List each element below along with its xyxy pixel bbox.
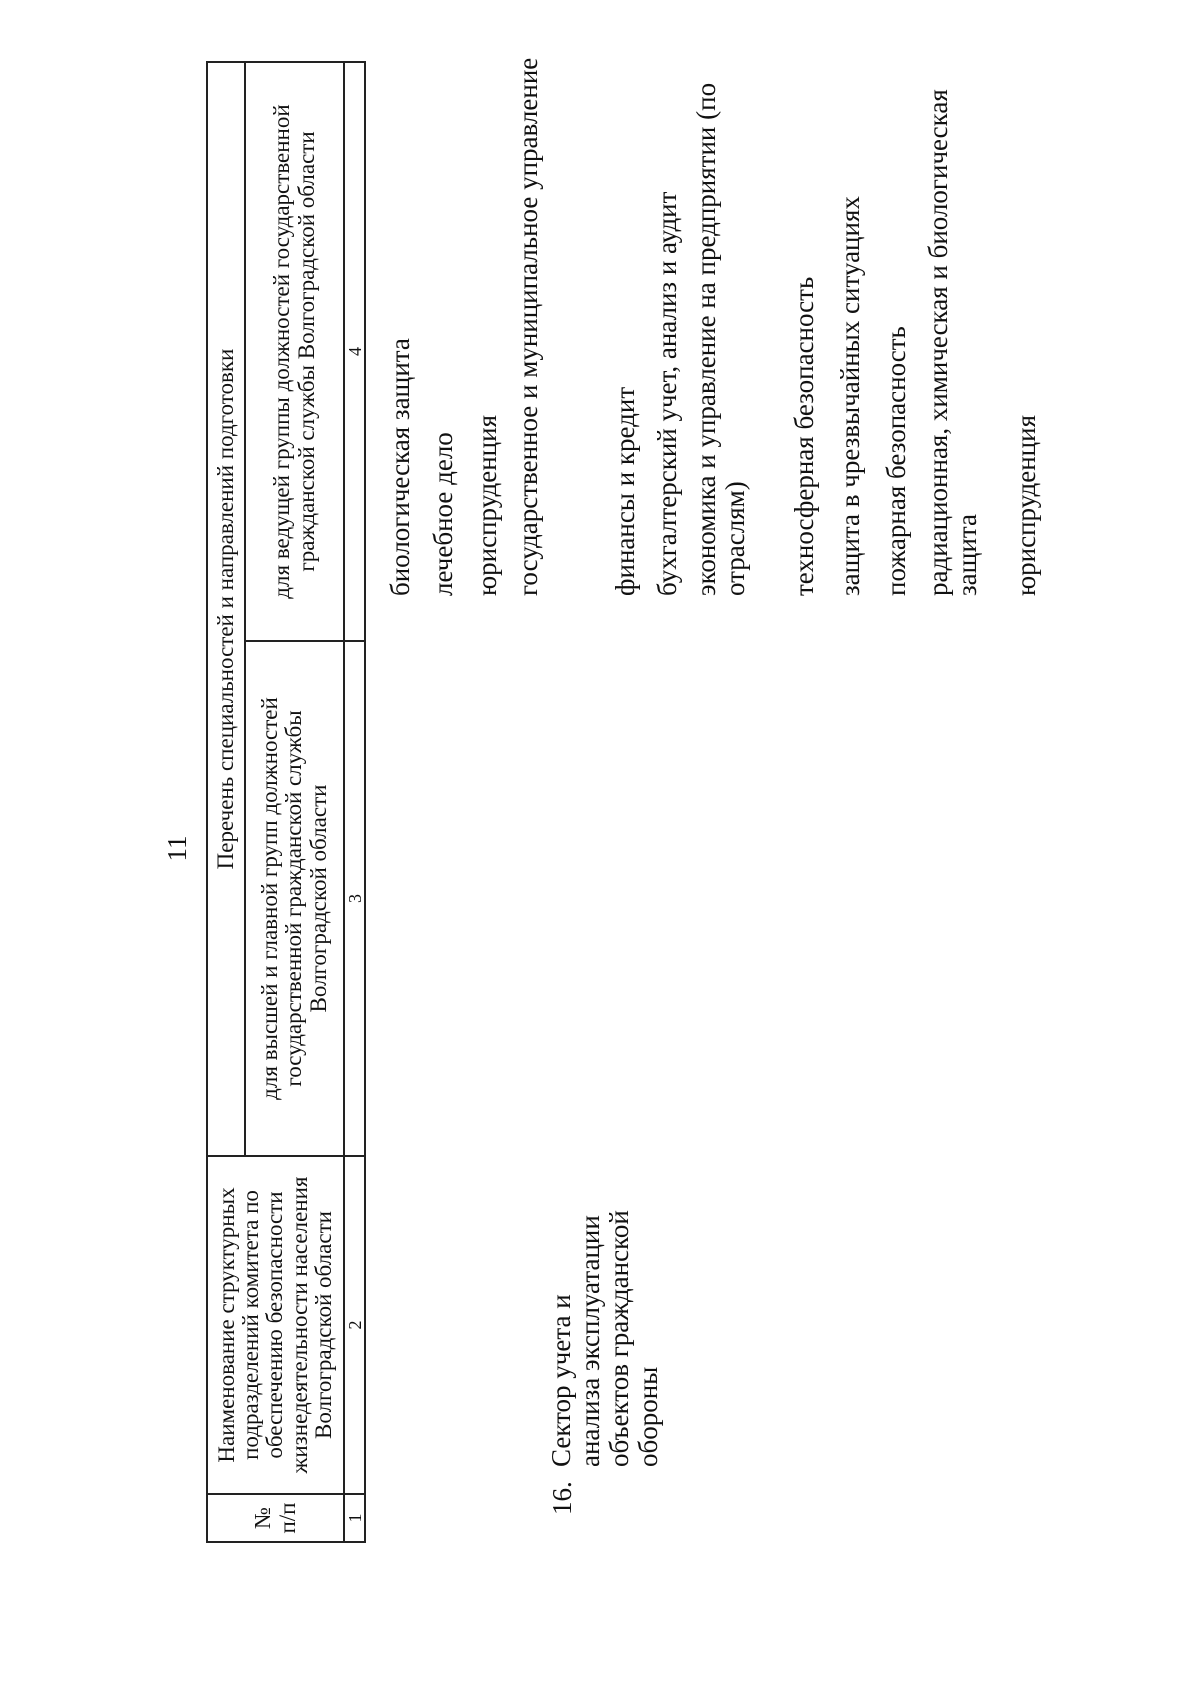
specialty-item: юриспруденция [472,415,502,596]
specialty-item: финансы и кредит [610,386,640,596]
specialty-item: пожарная безопасность [881,326,911,596]
specialty-item: государственное и муниципальное управление [513,57,543,596]
header-group-specialties: Перечень специальностей и направлений подготовки [207,62,245,1156]
header-col-senior: для высшей и главной групп должностей государственной гражданской службы Волгоградской области [245,641,344,1156]
specialty-item: юриспруденция [1011,415,1041,596]
header-col-number: № п/п [207,1494,344,1542]
specialty-item: радиационная, химическая и биологическая защита [923,89,983,596]
column-number-1: 1 [344,1494,365,1542]
column-number-4: 4 [344,62,365,641]
header-col-leading: для ведущей группы должностей государственной гражданской службы Волгоградской области [245,62,344,641]
specialty-item: бухгалтерский учет, анализ и аудит [652,191,682,596]
specialty-item: лечебное дело [428,432,458,596]
header-col-name: Наименование структурных подразделений комитета по обеспечению безопасности жизнедеятельности населения Волгоградской области [207,1156,344,1494]
page-number: 11 [162,835,192,862]
entry-name: Сектор учета и анализа эксплуатации объектов гражданской обороны [546,1210,664,1467]
entry-number: 16. [547,1481,577,1515]
specialty-item: экономика и управление на предприятии (по отраслям) [691,82,751,596]
specialty-item: защита в чрезвычайных ситуациях [835,196,865,596]
header-table [206,61,366,1543]
column-number-2: 2 [344,1156,365,1494]
specialty-item: техносферная безопасность [789,276,819,596]
column-number-3: 3 [344,641,365,1156]
specialty-item: биологическая защита [385,338,415,596]
